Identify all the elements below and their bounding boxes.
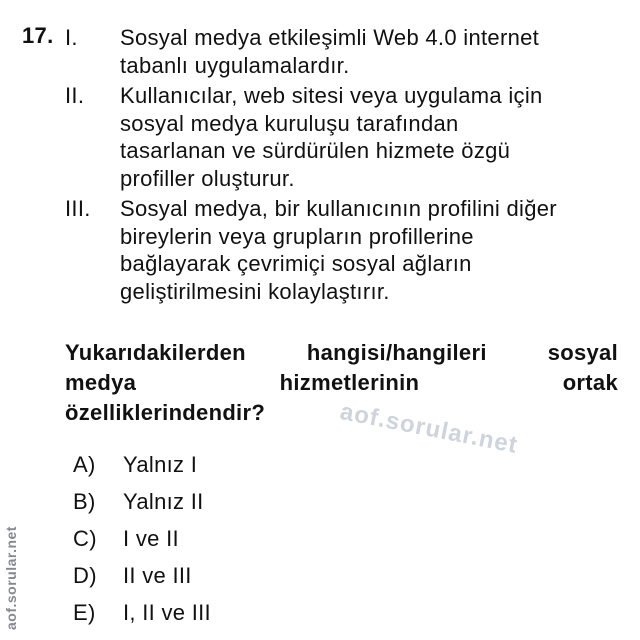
stem-line — [65, 338, 618, 368]
options-list — [73, 454, 618, 624]
statement-line: geliştirilmesini kolaylaştırır. — [120, 278, 390, 304]
option-row-d — [73, 565, 618, 587]
statement-numeral: I. — [65, 25, 78, 50]
option-row-c — [73, 528, 618, 550]
option-text: I, II ve III — [123, 600, 211, 625]
stem-word: özelliklerindendir? — [65, 400, 266, 425]
stem-word: medya — [65, 370, 137, 395]
option-letter: A) — [73, 452, 96, 477]
statement-line: Sosyal medya, bir kullanıcının profilini diğer — [120, 196, 557, 221]
statement-line: tabanlı uygulamalardır. — [120, 52, 350, 78]
statement-line: bağlayarak çevrimiçi sosyal ağların — [120, 251, 472, 276]
option-text: I ve II — [123, 526, 179, 551]
statement-line: sosyal medya kuruluşu tarafından — [120, 110, 459, 136]
option-text: Yalnız I — [123, 452, 198, 477]
watermark-center: aof.sorular.net — [337, 398, 521, 459]
option-text: Yalnız II — [123, 489, 204, 514]
statement-numeral: III. — [65, 196, 91, 221]
stem-word: ortak — [562, 370, 618, 395]
option-letter: B) — [73, 489, 96, 514]
statement-line: profiller oluşturur. — [120, 165, 295, 191]
option-row-b — [73, 491, 618, 513]
statement-line: Sosyal medya etkileşimli Web 4.0 internet — [120, 25, 540, 50]
option-letter: C) — [73, 526, 97, 551]
stem-word: Yukarıdakilerden — [65, 340, 246, 365]
statement-line: tasarlanan ve sürdürülen hizmete özgü — [120, 138, 511, 163]
question-content — [65, 24, 618, 639]
question-number: 17. — [22, 23, 54, 48]
statement-item-1 — [65, 24, 618, 79]
option-letter: E) — [73, 600, 96, 625]
option-row-e — [73, 602, 618, 624]
option-letter: D) — [73, 563, 97, 588]
statement-line: bireylerin veya grupların profillerine — [120, 223, 474, 249]
statement-item-2 — [65, 82, 618, 192]
stem-word: sosyal — [547, 340, 618, 365]
stem-word: hangisi/hangileri — [306, 340, 487, 365]
stem-word: hizmetlerinin — [279, 370, 420, 395]
statement-numeral: II. — [65, 83, 85, 108]
statement-line: Kullanıcılar, web sitesi veya uygulama için — [120, 83, 543, 108]
stem-line — [65, 368, 618, 398]
option-row-a — [73, 454, 618, 476]
statement-item-3 — [65, 195, 618, 305]
option-text: II ve III — [123, 563, 192, 588]
watermark-left: aof.sorular.net — [3, 526, 19, 630]
statements-list — [65, 24, 618, 305]
